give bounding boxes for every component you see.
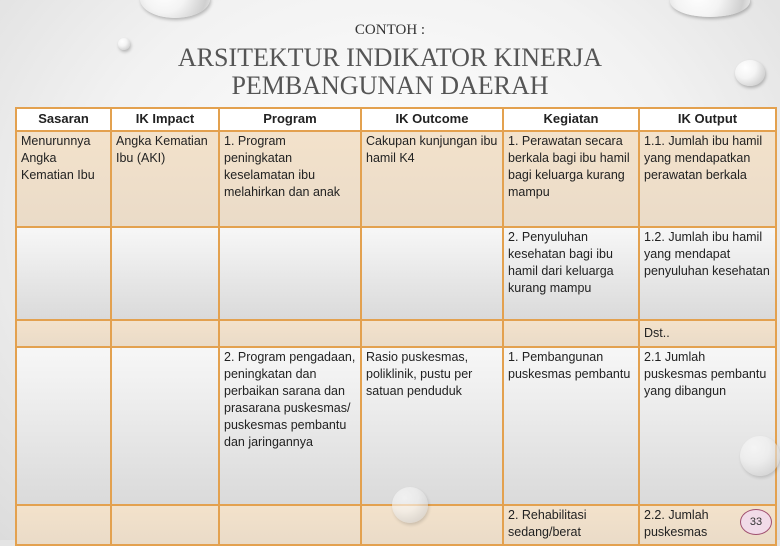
table-header: [16, 108, 776, 131]
cell: [219, 505, 361, 545]
cell: [503, 320, 639, 347]
water-drop-decoration: [392, 487, 428, 523]
page-title: [0, 44, 780, 100]
cell: Cakupan kunjungan ibu hamil K4: [361, 131, 503, 227]
cell: [361, 320, 503, 347]
page-number-badge: 33: [740, 509, 772, 535]
cell: Menurunnya Angka Kematian Ibu: [16, 131, 111, 227]
cell: [16, 320, 111, 347]
table-row: [16, 347, 776, 505]
cell: Angka Kematian Ibu (AKI): [111, 131, 219, 227]
cell: 1. Perawatan secara berkala bagi ibu hamil bagi keluarga kurang mampu: [503, 131, 639, 227]
cell: 1. Program peningkatan keselamatan ibu melahirkan dan anak: [219, 131, 361, 227]
cell: 2.2. Jumlah puskesmas: [639, 505, 776, 545]
cell: [219, 227, 361, 320]
table-row: [16, 131, 776, 227]
table-row: [16, 227, 776, 320]
cell: [16, 227, 111, 320]
cell: Dst..: [639, 320, 776, 347]
cell: [111, 320, 219, 347]
cell: 1.2. Jumlah ibu hamil yang mendapat penyuluhan kesehatan: [639, 227, 776, 320]
water-drop-decoration: [140, 0, 210, 18]
header-kegiatan: Kegiatan: [503, 108, 639, 131]
header-sasaran: Sasaran: [16, 108, 111, 131]
subtitle: CONTOH :: [354, 22, 426, 38]
cell: [16, 505, 111, 545]
indicator-table: [15, 107, 777, 546]
cell: [361, 505, 503, 545]
header-ik-impact: IK Impact: [111, 108, 219, 131]
title-line-1: ARSITEKTUR INDIKATOR KINERJA: [177, 43, 603, 72]
water-drop-decoration: [740, 436, 780, 476]
cell: [111, 505, 219, 545]
cell: 2. Penyuluhan kesehatan bagi ibu hamil dari keluarga kurang mampu: [503, 227, 639, 320]
cell: [361, 227, 503, 320]
cell: Rasio puskesmas, poliklinik, pustu per satuan penduduk: [361, 347, 503, 505]
header-ik-outcome: IK Outcome: [361, 108, 503, 131]
cell: [111, 347, 219, 505]
table-row: [16, 320, 776, 347]
cell: [111, 227, 219, 320]
cell: 1.1. Jumlah ibu hamil yang mendapatkan perawatan berkala: [639, 131, 776, 227]
cell: 2. Rehabilitasi sedang/berat: [503, 505, 639, 545]
header-ik-output: IK Output: [639, 108, 776, 131]
cell: 2.1 Jumlah puskesmas pembantu yang dibangun: [639, 347, 776, 505]
header-program: Program: [219, 108, 361, 131]
cell: 1. Pembangunan puskesmas pembantu: [503, 347, 639, 505]
cell: 2. Program pengadaan, peningkatan dan perbaikan sarana dan prasarana puskesmas/ puskesmas pembantu dan jaringannya: [219, 347, 361, 505]
water-drop-decoration: [670, 0, 750, 17]
cell: [219, 320, 361, 347]
cell: [16, 347, 111, 505]
title-line-2: PEMBANGUNAN DAERAH: [231, 71, 549, 100]
